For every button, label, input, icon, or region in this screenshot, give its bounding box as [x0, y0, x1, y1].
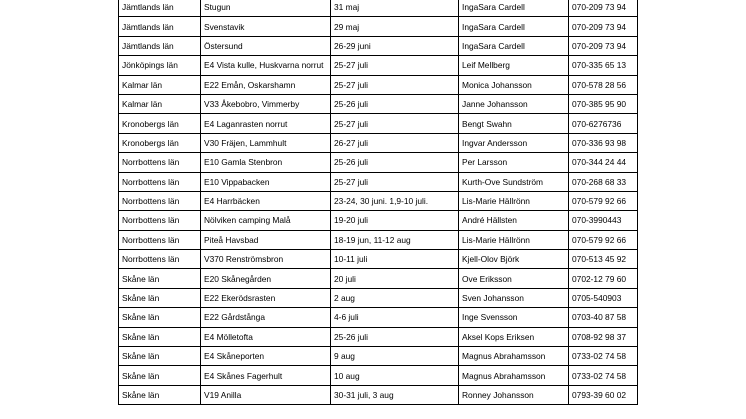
table-row	[119, 172, 638, 191]
county-cell: Skåne län	[119, 308, 201, 327]
location-cell: E10 Gamla Stenbron	[201, 153, 331, 172]
location-cell: E4 Skånes Fagerhult	[201, 366, 331, 385]
table-row	[119, 94, 638, 113]
contact-name-cell: Per Larsson	[459, 153, 569, 172]
date-cell: 26-29 juni	[331, 36, 459, 55]
location-cell: Östersund	[201, 36, 331, 55]
date-cell: 4-6 juli	[331, 308, 459, 327]
contact-name-cell: Magnus Abrahamsson	[459, 347, 569, 366]
date-cell: 30-31 juli, 3 aug	[331, 385, 459, 404]
table-row	[119, 347, 638, 366]
county-cell: Jämtlands län	[119, 0, 201, 17]
county-cell: Kalmar län	[119, 75, 201, 94]
location-cell: E22 Ekerödsrasten	[201, 288, 331, 307]
county-cell: Kronobergs län	[119, 133, 201, 152]
phone-cell: 0708-92 98 37	[569, 327, 638, 346]
table-row	[119, 133, 638, 152]
contact-name-cell: Inge Svensson	[459, 308, 569, 327]
county-cell: Kalmar län	[119, 94, 201, 113]
date-cell: 25-26 juli	[331, 153, 459, 172]
phone-cell: 070-579 92 66	[569, 191, 638, 210]
table-row	[119, 366, 638, 385]
date-cell: 25-27 juli	[331, 75, 459, 94]
date-cell: 20 juli	[331, 269, 459, 288]
location-cell: V370 Renströmsbron	[201, 250, 331, 269]
location-cell: E4 Mölletofta	[201, 327, 331, 346]
county-cell: Jämtlands län	[119, 17, 201, 36]
phone-cell: 0705-540903	[569, 288, 638, 307]
county-cell: Skåne län	[119, 269, 201, 288]
location-cell: E4 Vista kulle, Huskvarna norrut	[201, 56, 331, 75]
date-cell: 23-24, 30 juni. 1,9-10 juli.	[331, 191, 459, 210]
phone-cell: 070-209 73 94	[569, 17, 638, 36]
date-cell: 10-11 juli	[331, 250, 459, 269]
date-cell: 25-27 juli	[331, 114, 459, 133]
location-cell: Svenstavik	[201, 17, 331, 36]
table-row	[119, 56, 638, 75]
phone-cell: 070-344 24 44	[569, 153, 638, 172]
location-cell: V33 Åkebobro, Vimmerby	[201, 94, 331, 113]
date-cell: 9 aug	[331, 347, 459, 366]
schedule-table-body	[119, 0, 638, 405]
contact-name-cell: Monica Johansson	[459, 75, 569, 94]
county-cell: Skåne län	[119, 366, 201, 385]
contact-name-cell: Ove Eriksson	[459, 269, 569, 288]
location-cell: Stugun	[201, 0, 331, 17]
table-row	[119, 0, 638, 17]
contact-name-cell: Leif Mellberg	[459, 56, 569, 75]
county-cell: Skåne län	[119, 385, 201, 404]
table-row	[119, 191, 638, 210]
contact-name-cell: Bengt Swahn	[459, 114, 569, 133]
phone-cell: 0702-12 79 60	[569, 269, 638, 288]
contact-name-cell: IngaSara Cardell	[459, 0, 569, 17]
phone-cell: 070-335 65 13	[569, 56, 638, 75]
county-cell: Skåne län	[119, 327, 201, 346]
county-cell: Norrbottens län	[119, 153, 201, 172]
location-cell: E4 Laganrasten norrut	[201, 114, 331, 133]
county-cell: Norrbottens län	[119, 191, 201, 210]
location-cell: Nölviken camping Malå	[201, 211, 331, 230]
location-cell: E20 Skånegården	[201, 269, 331, 288]
table-row	[119, 114, 638, 133]
table-row	[119, 308, 638, 327]
location-cell: E4 Skåneporten	[201, 347, 331, 366]
location-cell: E10 Vippabacken	[201, 172, 331, 191]
phone-cell: 070-3990443	[569, 211, 638, 230]
table-row	[119, 269, 638, 288]
location-cell: V30 Fräjen, Lammhult	[201, 133, 331, 152]
phone-cell: 070-209 73 94	[569, 36, 638, 55]
contact-name-cell: IngaSara Cardell	[459, 36, 569, 55]
location-cell: E22 Emån, Oskarshamn	[201, 75, 331, 94]
contact-name-cell: André Hällsten	[459, 211, 569, 230]
date-cell: 2 aug	[331, 288, 459, 307]
phone-cell: 070-513 45 92	[569, 250, 638, 269]
table-row	[119, 75, 638, 94]
contact-name-cell: Lis-Marie Hällrönn	[459, 230, 569, 249]
phone-cell: 070-336 93 98	[569, 133, 638, 152]
location-cell: E4 Harrbäcken	[201, 191, 331, 210]
table-row	[119, 230, 638, 249]
phone-cell: 070-6276736	[569, 114, 638, 133]
county-cell: Jönköpings län	[119, 56, 201, 75]
date-cell: 18-19 jun, 11-12 aug	[331, 230, 459, 249]
phone-cell: 0733-02 74 58	[569, 347, 638, 366]
phone-cell: 070-579 92 66	[569, 230, 638, 249]
phone-cell: 0793-39 60 02	[569, 385, 638, 404]
phone-cell: 0733-02 74 58	[569, 366, 638, 385]
contact-name-cell: Magnus Abrahamsson	[459, 366, 569, 385]
date-cell: 19-20 juli	[331, 211, 459, 230]
county-cell: Kronobergs län	[119, 114, 201, 133]
date-cell: 25-27 juli	[331, 56, 459, 75]
county-cell: Skåne län	[119, 288, 201, 307]
county-cell: Jämtlands län	[119, 36, 201, 55]
contact-name-cell: Ronney Johansson	[459, 385, 569, 404]
contact-name-cell: Janne Johansson	[459, 94, 569, 113]
county-cell: Norrbottens län	[119, 211, 201, 230]
schedule-table	[118, 0, 638, 405]
contact-name-cell: Aksel Kops Eriksen	[459, 327, 569, 346]
date-cell: 25-26 juli	[331, 327, 459, 346]
contact-name-cell: Ingvar Andersson	[459, 133, 569, 152]
table-row	[119, 153, 638, 172]
location-cell: V19 Anilla	[201, 385, 331, 404]
contact-name-cell: Sven Johansson	[459, 288, 569, 307]
county-cell: Norrbottens län	[119, 172, 201, 191]
date-cell: 29 maj	[331, 17, 459, 36]
phone-cell: 0703-40 87 58	[569, 308, 638, 327]
date-cell: 26-27 juli	[331, 133, 459, 152]
date-cell: 31 maj	[331, 0, 459, 17]
table-row	[119, 17, 638, 36]
contact-name-cell: Kjell-Olov Björk	[459, 250, 569, 269]
date-cell: 25-27 juli	[331, 172, 459, 191]
table-row	[119, 385, 638, 404]
county-cell: Skåne län	[119, 347, 201, 366]
date-cell: 10 aug	[331, 366, 459, 385]
phone-cell: 070-209 73 94	[569, 0, 638, 17]
phone-cell: 070-268 68 33	[569, 172, 638, 191]
table-row	[119, 288, 638, 307]
table-row	[119, 211, 638, 230]
table-row	[119, 250, 638, 269]
contact-name-cell: Kurth-Ove Sundström	[459, 172, 569, 191]
location-cell: Piteå Havsbad	[201, 230, 331, 249]
county-cell: Norrbottens län	[119, 250, 201, 269]
contact-name-cell: IngaSara Cardell	[459, 17, 569, 36]
county-cell: Norrbottens län	[119, 230, 201, 249]
phone-cell: 070-385 95 90	[569, 94, 638, 113]
location-cell: E22 Gårdstånga	[201, 308, 331, 327]
date-cell: 25-26 juli	[331, 94, 459, 113]
contact-name-cell: Lis-Marie Hällrönn	[459, 191, 569, 210]
table-row	[119, 36, 638, 55]
phone-cell: 070-578 28 56	[569, 75, 638, 94]
table-row	[119, 327, 638, 346]
